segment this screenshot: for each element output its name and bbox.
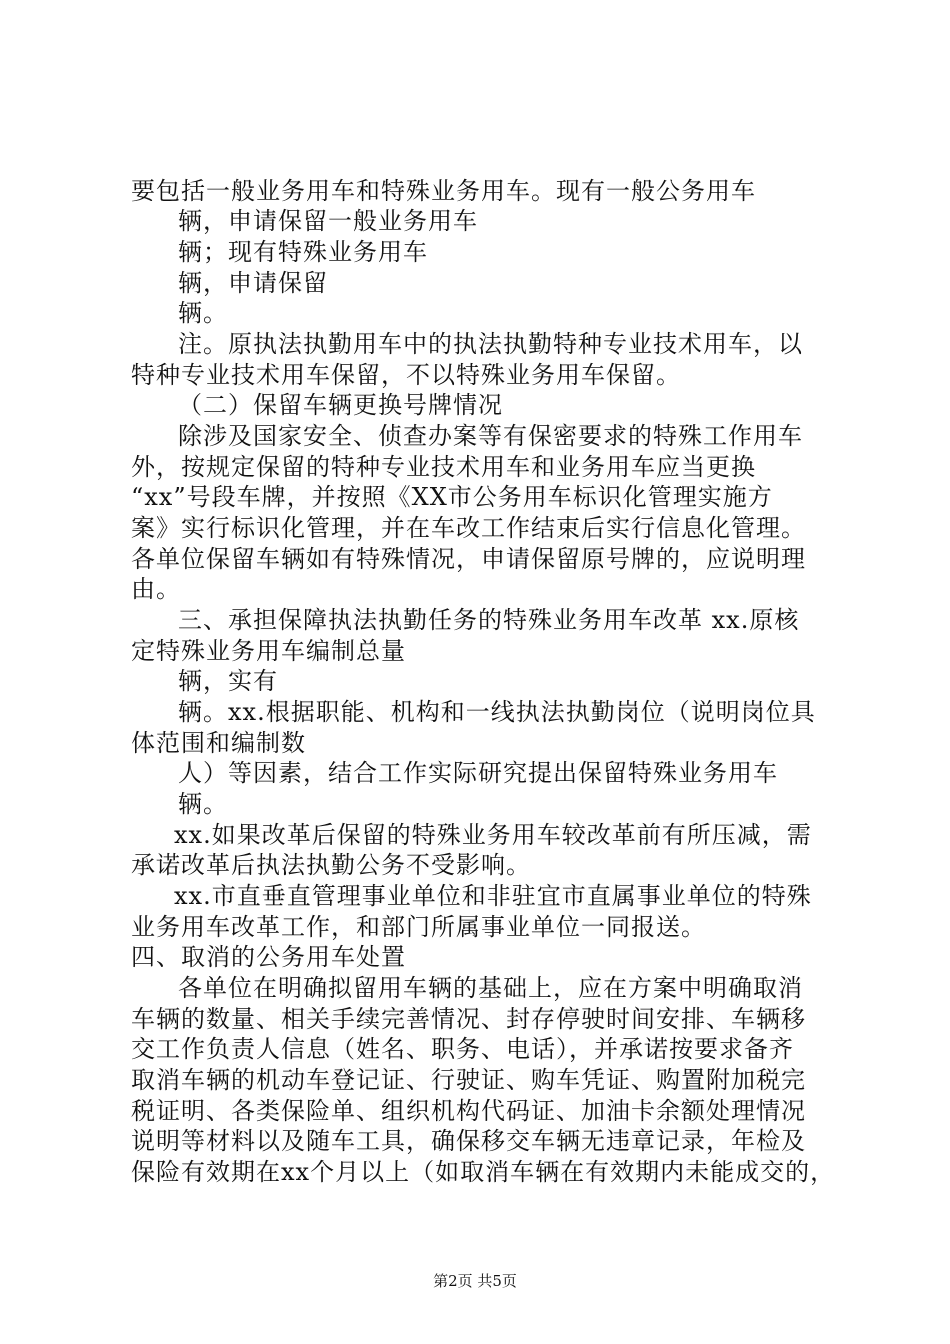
section-heading: （二）保留车辆更换号牌情况 [178,391,503,419]
text-line: 保险有效期在xx个月以上（如取消车辆在有效期内未能成交的， [131,1158,836,1186]
text-line: 辆。 [178,299,228,327]
text-line: 外，按规定保留的特种专业技术用车和业务用车应当更换 [131,453,756,481]
text-line: 人）等因素，结合工作实际研究提出保留特殊业务用车 [178,759,778,787]
text-line: “xx”号段车牌，并按照《XX市公务用车标识化管理实施方 [131,483,773,511]
text-line: 交工作负责人信息（姓名、职务、电话），并承诺按要求备齐 [131,1035,794,1063]
text-line: 业务用车改革工作，和部门所属事业单位一同报送。 [131,913,706,941]
text-line: 定特殊业务用车编制总量 [131,637,406,665]
text-line: 除涉及国家安全、侦查办案等有保密要求的特殊工作用车 [178,422,803,450]
text-line: 辆；现有特殊业务用车 [178,238,428,266]
text-line: 辆，申请保留一般业务用车 [178,207,478,235]
text-line: 各单位保留车辆如有特殊情况，申请保留原号牌的，应说明理 [131,545,806,573]
page-footer: 第2页 共5页 [433,1272,517,1290]
text-line: 体范围和编制数 [131,729,306,757]
text-line: 由。 [131,575,181,603]
text-line: xx.市直垂直管理事业单位和非驻宜市直属事业单位的特殊 [174,882,812,910]
text-line: 注。原执法执勤用车中的执法执勤特种专业技术用车，以 [178,330,803,358]
text-line: 要包括一般业务用车和特殊业务用车。现有一般公务用车 [131,177,756,205]
text-line: 税证明、各类保险单、组织机构代码证、加油卡余额处理情况 [131,1097,806,1125]
text-line: 说明等材料以及随车工具，确保移交车辆无违章记录，年检及 [131,1127,806,1155]
section-heading: 四、取消的公务用车处置 [131,943,406,971]
text-line: 辆。xx.根据职能、机构和一线执法执勤岗位（说明岗位具 [178,698,816,726]
text-line: 特种专业技术用车保留，不以特殊业务用车保留。 [131,361,681,389]
text-line: 各单位在明确拟留用车辆的基础上，应在方案中明确取消 [178,974,803,1002]
text-line: 辆，申请保留 [178,269,328,297]
text-line: 承诺改革后执法执勤公务不受影响。 [131,851,531,879]
text-line: 辆，实有 [178,667,278,695]
text-line: 辆。 [178,790,228,818]
text-line: 车辆的数量、相关手续完善情况、封存停驶时间安排、车辆移 [131,1005,806,1033]
text-line: xx.如果改革后保留的特殊业务用车较改革前有所压减，需 [174,821,812,849]
text-line: 案》实行标识化管理，并在车改工作结束后实行信息化管理。 [131,514,806,542]
section-heading: 三、承担保障执法执勤任务的特殊业务用车改革 xx.原核 [178,606,800,634]
text-line: 取消车辆的机动车登记证、行驶证、购车凭证、购置附加税完 [131,1066,806,1094]
